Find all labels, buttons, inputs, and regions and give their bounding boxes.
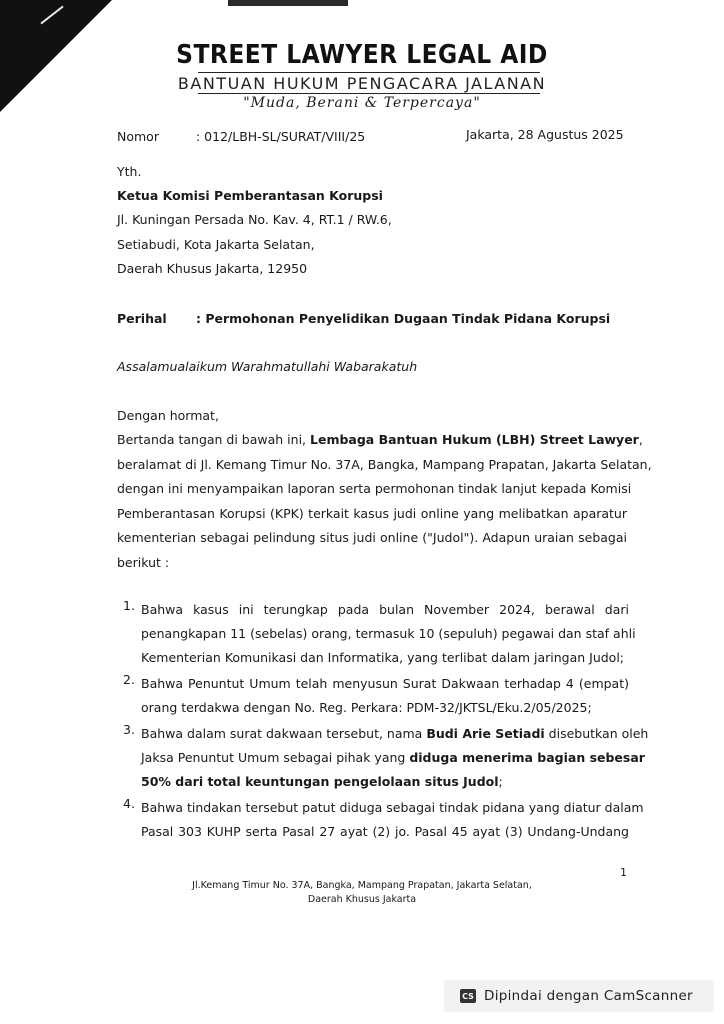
named-person: Budi Arie Setiadi: [426, 726, 545, 741]
nomor-label: Nomor: [117, 129, 159, 144]
body-line: beralamat di Jl. Kemang Timur No. 37A, Bangka, Mampang Prapatan, Jakarta Selatan,: [117, 456, 652, 472]
body-line: [117, 428, 643, 453]
body-text: ,: [638, 432, 643, 447]
scan-edge-shadow: [228, 0, 348, 6]
body-line: Pemberantasan Korupsi (KPK) terkait kasus judi online yang melibatkan aparatur: [117, 505, 627, 521]
list-text: Jaksa Penuntut Umum sebagai pihak yang: [141, 750, 410, 765]
subject-value: : Permohonan Penyelidikan Dugaan Tindak Pidana Korupsi: [196, 311, 611, 326]
list-line: [141, 746, 645, 770]
body-line: berikut :: [117, 554, 170, 570]
page-number: 1: [620, 866, 627, 879]
list-item: [117, 796, 644, 844]
highlighted-text: 50% dari total keuntungan pengelolaan situs Judol: [141, 774, 499, 789]
list-text: disebutkan oleh: [544, 726, 649, 741]
subject-label: Perihal: [117, 311, 167, 326]
list-item: [117, 722, 649, 794]
letterhead-motto: "Muda, Berani & Terpercaya": [243, 95, 481, 111]
list-line: Bahwa tindakan tersebut patut diduga sebagai tindak pidana yang diatur dalam: [141, 800, 644, 815]
list-line: [141, 770, 629, 794]
list-line: [141, 722, 649, 746]
recipient-address-2: Setiabudi, Kota Jakarta Selatan,: [117, 237, 315, 252]
letterhead-title: STREET LAWYER LEGAL AID: [176, 40, 548, 70]
footer-address-line-2: Daerah Khusus Jakarta: [307, 894, 417, 905]
list-item: [117, 672, 629, 720]
camscanner-text: Dipindai dengan CamScanner: [484, 988, 693, 1004]
camscanner-watermark: [444, 980, 714, 1012]
numbered-list: [117, 598, 649, 844]
place-date: Jakarta, 28 Agustus 2025: [466, 127, 624, 142]
list-text: Bahwa dalam surat dakwaan tersebut, nama: [141, 726, 427, 741]
greeting: Assalamualaikum Warahmatullahi Wabarakatuh: [117, 359, 418, 374]
list-text: ;: [498, 774, 503, 789]
body-text: Bertanda tangan di bawah ini,: [117, 432, 310, 447]
opening: Dengan hormat,: [117, 408, 219, 423]
list-line: orang terdakwa dengan No. Reg. Perkara: PDM-32/JKTSL/Eku.2/05/2025;: [141, 700, 592, 715]
list-line: Kementerian Komunikasi dan Informatika, yang terlibat dalam jaringan Judol;: [141, 650, 625, 665]
list-item: [117, 598, 636, 670]
footer-address-line-1: Jl.Kemang Timur No. 37A, Bangka, Mampang Prapatan, Jakarta Selatan,: [192, 880, 532, 891]
recipient-name: Ketua Komisi Pemberantasan Korupsi: [117, 188, 383, 203]
list-number: 1.: [123, 598, 135, 613]
list-line: Bahwa Penuntut Umum telah menyusun Surat Dakwaan terhadap 4 (empat): [141, 676, 629, 691]
recipient-salutation: Yth.: [117, 164, 142, 179]
list-number: 4.: [123, 796, 135, 811]
letterhead-rule-top: [198, 72, 540, 73]
recipient-address-3: Daerah Khusus Jakarta, 12950: [117, 261, 308, 276]
organization-name: Lembaga Bantuan Hukum (LBH) Street Lawyer: [310, 432, 639, 447]
list-line: penangkapan 11 (sebelas) orang, termasuk 10 (sepuluh) pegawai dan staf ahli: [141, 626, 636, 641]
letterhead-rule-bottom: [198, 93, 540, 94]
list-number: 3.: [123, 722, 135, 737]
list-line: Bahwa kasus ini terungkap pada bulan November 2024, berawal dari: [141, 602, 629, 617]
letterhead-subtitle: BANTUAN HUKUM PENGACARA JALANAN: [177, 74, 547, 93]
body-line: dengan ini menyampaikan laporan serta permohonan tindak lanjut kepada Komisi: [117, 481, 632, 496]
camscanner-logo-icon: CS: [460, 989, 476, 1003]
highlighted-text: diduga menerima bagian sebesar: [409, 750, 645, 765]
list-line: Pasal 303 KUHP serta Pasal 27 ayat (2) jo. Pasal 45 ayat (3) Undang-Undang: [141, 824, 629, 839]
nomor-value: : 012/LBH-SL/SURAT/VIII/25: [196, 129, 366, 144]
body-paragraph: [117, 428, 652, 575]
body-line: kementerian sebagai pelindung situs judi online ("Judol"). Adapun uraian sebagai: [117, 530, 627, 545]
recipient-address-1: Jl. Kuningan Persada No. Kav. 4, RT.1 / RW.6,: [117, 212, 392, 227]
list-number: 2.: [123, 672, 135, 687]
